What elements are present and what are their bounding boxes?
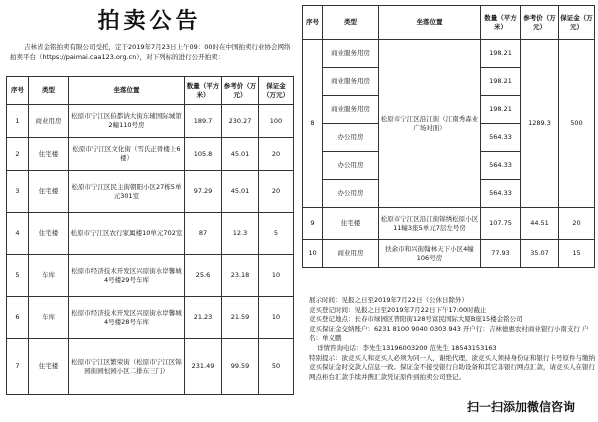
cell-area: 97.29	[185, 171, 222, 213]
right-column	[299, 0, 598, 422]
cell-price: 21.59	[222, 297, 259, 339]
header-reference-price: 参考价（万元）	[222, 77, 259, 105]
cell-price: 23.18	[222, 255, 259, 297]
cell-location: 松原市宁江区文化街（雪氏正骨楼上6楼）	[69, 138, 185, 171]
table-row	[7, 105, 294, 138]
auction-table-right	[302, 5, 595, 268]
cell-deposit: 100	[259, 105, 294, 138]
cell-no: 7	[7, 339, 29, 395]
cell-deposit: 10	[259, 255, 294, 297]
cell-type: 住宅楼	[29, 339, 69, 395]
register-time: 竞买登记时间：见报之日至2019年7月22日下午17:00时截止	[309, 305, 487, 314]
header-location: 坐落位置	[379, 6, 481, 40]
cell-area: 564.33	[481, 152, 521, 180]
cell-location: 松原市宁江区沿江街（江南秀森业广场对面）	[379, 40, 481, 208]
special-notice: 特别提示：欲竞买人和竞买人必须为同一人，谢绝代理，欲竞买人须持身份证和银行卡号原件与缴纳竞买保证金时交款人信息一致。保证金不接受银行自助设备和其它非银行网点汇款，请竞买人在银行网点柜台汇款手续并携汇款凭证原件到拍卖公司登记。	[309, 353, 595, 381]
cell-no: 9	[303, 208, 323, 240]
cell-area: 564.33	[481, 124, 521, 152]
header-deposit: 保证金（万元）	[259, 77, 294, 105]
exhibit-time: 展示时间：见报之日至2019年7月22日（公休日除外）	[309, 296, 468, 304]
cell-price: 45.01	[222, 138, 259, 171]
table-row	[7, 138, 294, 171]
header-reference-price: 参考价（万元）	[521, 6, 559, 40]
table-row	[7, 339, 294, 395]
cell-deposit: 20	[559, 208, 595, 240]
cell-type: 商业服务用房	[323, 96, 379, 124]
cell-type: 办公用房	[323, 152, 379, 180]
cell-area: 87	[185, 213, 222, 255]
cell-area: 231.49	[185, 339, 222, 395]
cell-no: 6	[7, 297, 29, 339]
table-row	[7, 213, 294, 255]
table-row	[7, 255, 294, 297]
cell-area: 25.6	[185, 255, 222, 297]
cell-no: 1	[7, 105, 29, 138]
table-row	[303, 240, 595, 268]
register-place: 竞买登记地点：长春市绿园区普阳街128号富民国际大厦B座15楼金铭公司	[309, 315, 523, 324]
cell-no: 2	[7, 138, 29, 171]
table-row	[7, 171, 294, 213]
cell-price: 99.59	[222, 339, 259, 395]
cell-area: 21.23	[185, 297, 222, 339]
auction-notes	[309, 296, 595, 382]
table-row	[303, 208, 595, 240]
cell-area: 198.21	[481, 68, 521, 96]
cell-no: 8	[303, 40, 323, 208]
header-location: 坐落位置	[69, 77, 185, 105]
cell-deposit: 500	[559, 40, 595, 208]
cell-type: 住宅楼	[29, 213, 69, 255]
header-deposit: 保证金（万元）	[559, 6, 595, 40]
cell-location: 扶余市和兴街翰林天下小区4幢106号房	[379, 240, 481, 268]
cell-location: 松原市宁江区繁荣街（松原市宁江区锦园街园恒园小区二排东三门）	[69, 339, 185, 395]
cell-type: 商业用房	[29, 105, 69, 138]
cell-type: 车库	[29, 255, 69, 297]
cell-location: 松原市经济技术开发区兴原街水岸馨城4号楼28号车库	[69, 297, 185, 339]
announcement-intro: 吉林省金铭拍卖有限公司受托，定于2019年7月23日上午09：00时在中国拍卖行业协会网络拍卖平台（https://paimai.caa123.org.cn），对下列标的进行公开拍卖：	[10, 43, 291, 61]
cell-deposit: 20	[259, 171, 294, 213]
header-no: 序号	[7, 77, 29, 105]
cell-location: 松原市宁江区民主街朝阳小区27栋5单元301室	[69, 171, 185, 213]
contact-phone: 详情咨询电话：李先生13196003200 范先生 18543153163	[317, 343, 497, 352]
table-header-row	[303, 6, 595, 40]
deposit-account: 竞买保证金交纳账户：6231 8100 9040 0303 943 开户行：吉林德惠农村商业银行小南支行 户名：单义鹏	[309, 324, 589, 343]
cell-location: 松原市宁江区伯都讷大街东辅国际城第2幢110号房	[69, 105, 185, 138]
cell-no: 3	[7, 171, 29, 213]
cell-no: 5	[7, 255, 29, 297]
cell-deposit: 15	[559, 240, 595, 268]
cell-type: 住宅楼	[323, 208, 379, 240]
cell-price: 35.07	[521, 240, 559, 268]
cell-no: 10	[303, 240, 323, 268]
header-area: 数量（平方米）	[185, 77, 222, 105]
cell-type: 商业服务用房	[323, 40, 379, 68]
cell-type: 住宅楼	[29, 171, 69, 213]
cell-location: 松原市宁江区农行家属楼10单元702室	[69, 213, 185, 255]
table-header-row	[7, 77, 294, 105]
cell-deposit: 5	[259, 213, 294, 255]
cell-area: 77.93	[481, 240, 521, 268]
cell-area: 198.21	[481, 96, 521, 124]
header-area: 数量（平方米）	[481, 6, 521, 40]
cell-price: 45.01	[222, 171, 259, 213]
cell-area: 189.7	[185, 105, 222, 138]
table-row	[7, 297, 294, 339]
cell-type: 商业用房	[323, 240, 379, 268]
cell-type: 办公用房	[323, 180, 379, 208]
cell-area: 105.8	[185, 138, 222, 171]
cell-location: 松原市经济技术开发区兴原街水岸馨城4号楼29号车库	[69, 255, 185, 297]
cell-price: 12.3	[222, 213, 259, 255]
cell-deposit: 50	[259, 339, 294, 395]
cell-type: 商业服务用房	[323, 68, 379, 96]
cell-location: 松原市宁江区沿江街锦绣松原小区11幢3座5单元7层左号房	[379, 208, 481, 240]
auction-table-left	[6, 76, 294, 395]
cell-type: 住宅楼	[29, 138, 69, 171]
wechat-qr-caption: 扫一扫添加微信咨询	[466, 400, 575, 414]
header-type: 类型	[29, 77, 69, 105]
cell-type: 车库	[29, 297, 69, 339]
cell-price: 230.27	[222, 105, 259, 138]
page-title: 拍卖公告	[97, 9, 202, 34]
cell-deposit: 20	[259, 138, 294, 171]
cell-deposit: 10	[259, 297, 294, 339]
table-row	[303, 40, 595, 68]
cell-area: 564.33	[481, 180, 521, 208]
cell-no: 4	[7, 213, 29, 255]
cell-area: 198.21	[481, 40, 521, 68]
cell-type: 办公用房	[323, 124, 379, 152]
cell-price: 44.51	[521, 208, 559, 240]
header-type: 类型	[323, 6, 379, 40]
cell-area: 107.75	[481, 208, 521, 240]
cell-price: 1289.3	[521, 40, 559, 208]
header-no: 序号	[303, 6, 323, 40]
